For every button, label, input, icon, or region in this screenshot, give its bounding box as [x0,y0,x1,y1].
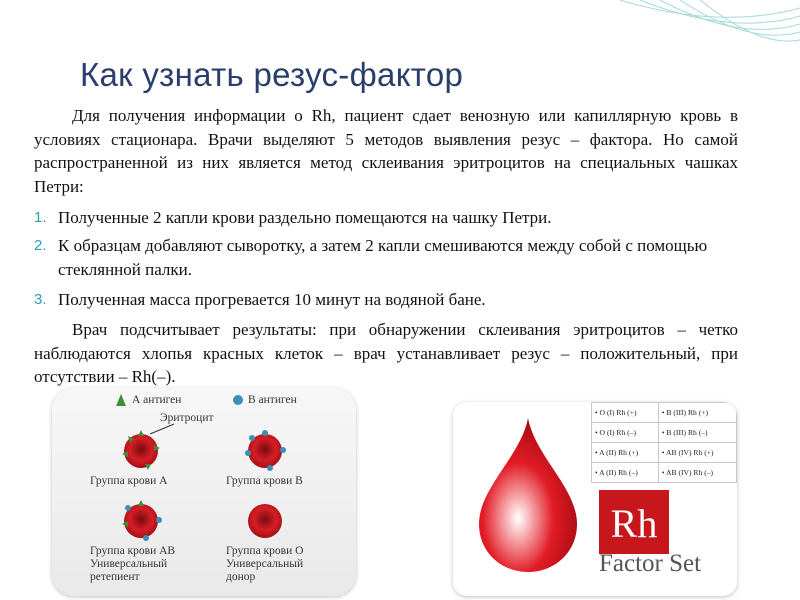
red-cell-ab-icon [118,498,164,544]
list-item [34,206,738,230]
table-cell: • A (II) Rh (–) [592,463,659,483]
red-cell-o-icon [242,498,288,544]
rh-factor-illustration [453,402,737,596]
group-b-label: Группа крови В [226,475,303,487]
group-o-label: Универсальный [226,558,304,570]
conclusion-paragraph: Врач подсчитывает результаты: при обнаружении склеивания эритроцитов – четко наблюдаются хлопья красных клеток – врач устанавливает резус – положительный, при отсутствии – Rh(–). [34,320,738,386]
red-cell-a-icon [118,428,164,474]
table-cell: • B (III) Rh (+) [658,403,736,423]
table-row [592,403,737,423]
group-ab-label: Универсальный [90,558,168,570]
table-row [592,423,737,443]
a-antigen-icon [114,393,128,407]
list-number: 3. [34,291,47,308]
erythrocyte-label: Эритроцит [160,412,214,424]
factor-set-label: Factor Set [599,550,702,577]
blood-drop-icon [473,416,583,576]
list-number: 2. [34,237,47,254]
slide-title: Как узнать резус-фактор [80,56,464,93]
table-row [592,443,737,463]
list-item [34,234,738,281]
list-number: 1. [34,209,47,226]
table-cell: • AB (IV) Rh (–) [658,463,736,483]
rh-groups-table [591,402,737,483]
group-o-label: донор [226,571,256,583]
legend-b-antigen: В антиген [248,394,297,406]
group-ab-label: Группа крови АВ [90,545,176,557]
table-cell: • O (I) Rh (+) [592,403,659,423]
table-cell: • A (II) Rh (+) [592,443,659,463]
legend-a-antigen: А антиген [132,394,182,406]
group-o-label: Группа крови О [226,545,304,557]
list-text: Полученная масса прогревается 10 минут на водяной бане. [58,290,486,309]
table-cell: • O (I) Rh (–) [592,423,659,443]
group-a-label: Группа крови А [90,475,168,487]
list-item [34,288,738,312]
table-row [592,463,737,483]
list-text: К образцам добавляют сыворотку, а затем 2 капли смешиваются между собой с помощью стеклянной палки. [58,236,708,279]
group-ab-label: ретепиент [90,571,140,583]
corner-decoration [600,0,800,60]
table-cell: • B (III) Rh (–) [658,423,736,443]
rh-label: Rh [610,501,658,546]
b-antigen-icon [232,394,244,406]
table-cell: • AB (IV) Rh (+) [658,443,736,463]
rh-box [599,490,669,554]
intro-paragraph: Для получения информации о Rh, пациент сдает венозную или капиллярную кровь в условиях стационара. Врачи выделяют 5 методов выявления резус – фактора. Но самой распространенной из них является метод склеивания эритроцитов на специальных чашках Петри: [34,106,738,196]
list-text: Полученные 2 капли крови раздельно помещаются на чашку Петри. [58,208,552,227]
blood-groups-illustration [52,388,356,596]
red-cell-b-icon [242,428,288,474]
